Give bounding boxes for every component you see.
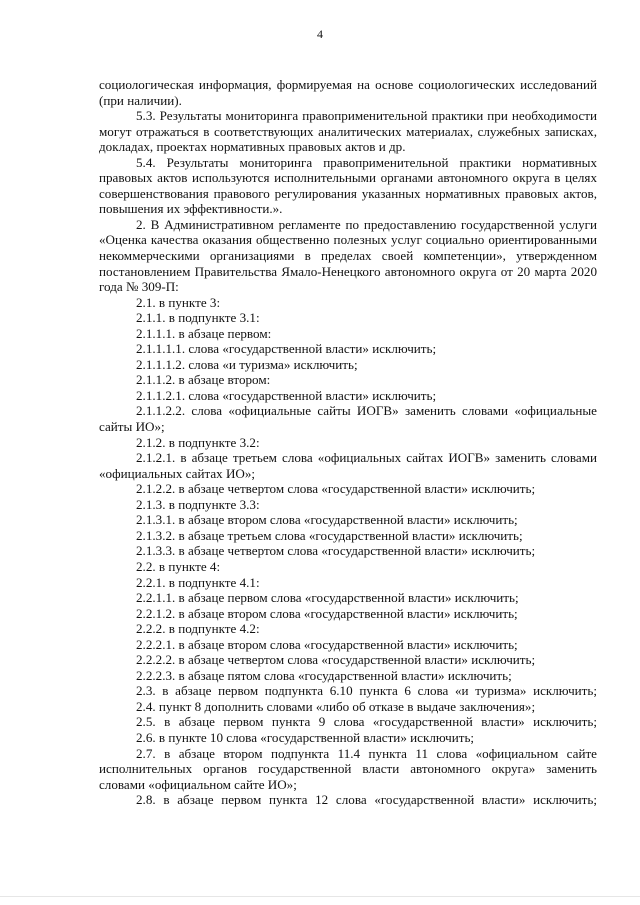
paragraph: 2.2.2. в подпункте 4.2: <box>136 621 260 637</box>
paragraph: 2.1.1.2.1. слова «государственной власти» исключить; <box>136 387 437 403</box>
paragraph: 2.1.1.1. в абзаце первом: <box>136 325 272 341</box>
paragraph: 5.3. Результаты мониторинга правоприменительной практики при необходимости могут отражаться в соответствующих аналитических материалах, служебных записках, докладах, проектах нормативных правовых актов и др. <box>99 108 597 155</box>
paragraph: 2.2.2.1. в абзаце втором слова «государственной власти» исключить; <box>136 636 518 652</box>
paragraph: 2.1.3. в подпункте 3.3: <box>136 496 260 512</box>
paragraph: 2.1.1.1.2. слова «и туризма» исключить; <box>136 356 358 372</box>
paragraph: 2.6. в пункте 10 слова «государственной власти» исключить; <box>136 729 475 745</box>
paragraph: 2.1.3.3. в абзаце четвертом слова «государственной власти» исключить; <box>136 543 536 559</box>
paragraph: 2.2.2.2. в абзаце четвертом слова «государственной власти» исключить; <box>136 652 536 668</box>
paragraph: 2.8. в абзаце первом пункта 12 слова «государственной власти» исключить; <box>136 792 597 808</box>
paragraph: 2.1.1.2. в абзаце втором: <box>136 372 271 388</box>
paragraph: 2.2.1. в подпункте 4.1: <box>136 574 260 590</box>
paragraph: 2.1.2. в подпункте 3.2: <box>136 434 260 450</box>
paragraph: 2.2. в пункте 4: <box>136 558 221 574</box>
paragraph: 2.3. в абзаце первом подпункта 6.10 пункта 6 слова «и туризма» исключить; <box>136 683 597 699</box>
paragraph: социологическая информация, формируемая на основе социологических исследований (при наличии). <box>99 77 597 108</box>
paragraph: 2.1.2.1. в абзаце третьем слова «официальных сайтах ИОГВ» заменить словами «официальных сайтах ИО»; <box>99 450 597 481</box>
paragraph: 2.2.1.1. в абзаце первом слова «государственной власти» исключить; <box>136 590 519 606</box>
paragraph: 2.2.2.3. в абзаце пятом слова «государственной власти» исключить; <box>136 667 512 683</box>
paragraph: 2.1.1. в подпункте 3.1: <box>136 310 260 326</box>
paragraph: 2.1.1.2.2. слова «официальные сайты ИОГВ» заменить словами «официальные сайты ИО»; <box>99 403 597 435</box>
paragraph: 2. В Административном регламенте по предоставлению государственной услуги «Оценка качества оказания общественно полезных услуг социально ориентированными некоммерческими организациями в пределах своей компетенции», утвержденном постановлением Правительства Ямало-Ненецкого автономного округа от 20 марта 2020 года № 309-П: <box>99 216 597 295</box>
paragraph: 2.4. пункт 8 дополнить словами «либо об отказе в выдаче заключения»; <box>136 698 536 714</box>
paragraph: 2.1.3.2. в абзаце третьем слова «государственной власти» исключить; <box>136 527 523 543</box>
paragraph: 2.1.3.1. в абзаце втором слова «государственной власти» исключить; <box>136 512 518 528</box>
paragraph: 2.1. в пункте 3: <box>136 294 221 310</box>
paragraph: 2.1.1.1.1. слова «государственной власти» исключить; <box>136 341 437 357</box>
paragraph: 2.5. в абзаце первом пункта 9 слова «государственной власти» исключить; <box>136 714 597 730</box>
document-body <box>99 77 597 808</box>
paragraph: 2.7. в абзаце втором подпункта 11.4 пункта 11 слова «официальном сайте исполнительных органов государственной власти автономного округа» заменить словами «официальном сайте ИО»; <box>99 745 597 792</box>
paragraph: 2.1.2.2. в абзаце четвертом слова «государственной власти» исключить; <box>136 481 536 497</box>
paragraph: 5.4. Результаты мониторинга правоприменительной практики нормативных правовых актов используются исполнительными органами автономного округа в целях совершенствования правового регулирования указанных нормативных правовых актов, повышения их эффективности.». <box>99 154 597 217</box>
paragraph: 2.2.1.2. в абзаце втором слова «государственной власти» исключить; <box>136 605 518 621</box>
page-number: 4 <box>317 27 323 41</box>
scan-edge-line <box>0 896 640 897</box>
